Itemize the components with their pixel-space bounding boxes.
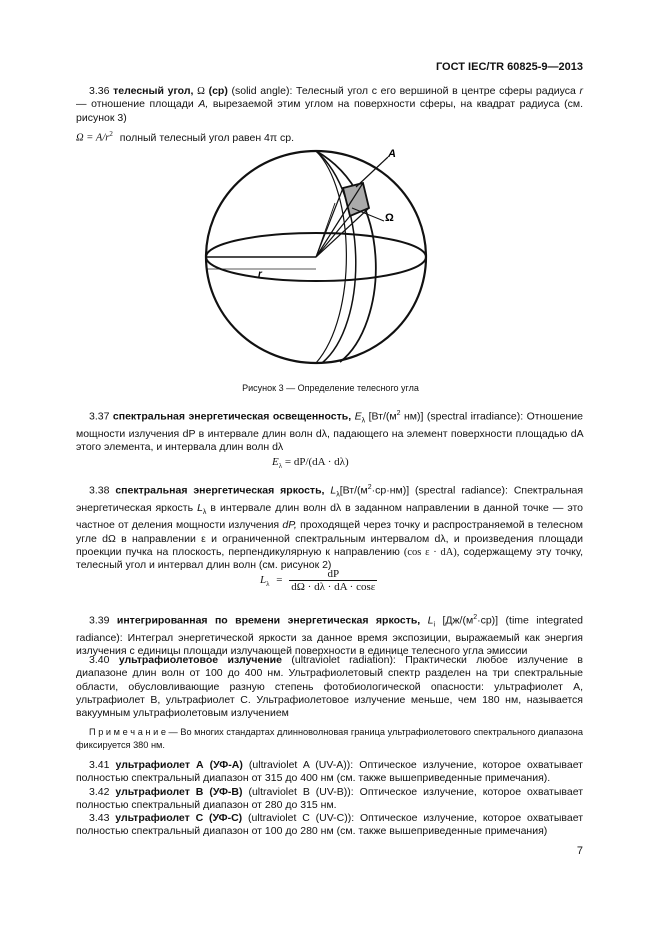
section-3-42: 3.42 ультрафиолет В (УФ-В) (ultraviolet B (UV-B)): Оптическое излучение, которое охватывает полностью спектральный диапазон от 280 до 315 нм. <box>76 786 584 812</box>
formula-denominator: dΩ · dλ · dA · cosε <box>291 581 376 593</box>
figure-label-A: A <box>388 148 396 160</box>
formula-spectral-radiance: $L_\lambda$ = $\frac{dP}{d\Omega \cdot d\lambda \cdot dA \cdot \cos\varepsilon}$ <box>260 568 376 593</box>
note-uv-boundary: П р и м е ч а н и е — Во многих стандартах длинноволновая граница ультрафиолетового спектрального диапазона фиксируется 380 нм. <box>76 727 583 750</box>
formula-numerator: dP <box>289 568 377 581</box>
section-3-38: 3.38 спектральная энергетическая яркость, $L_\lambda[Вт/(м^2\cdot ср\cdot нм)]$ (spectral radiance): Спектральная энергетическая яркость $L_\lambda$ в интервале длин волн dλ в заданном направлении в данной точке — это частное от деления мощности излучения dP, проходящей через точку и распространяемой в телесном угле dΩ в направлении ε и ограниченной спектральным интервалом dλ, и произведения площади проекции пучка на плоскость, перпендикулярную к направлению (cos ε · dA), содержащему эту точку, телесный угол и интервал длин волн (см. рисунок 2) <box>76 484 584 572</box>
section-3-36: 3.36 телесный угол, Ω (ср) (solid angle): Телесный угол с его вершиной в центре сферы радиуса r — отношение площади A, вырезаемой этим углом на поверхности сферы, на квадрат радиуса (см. рисунок 3) <box>76 85 583 124</box>
figure-caption: Рисунок 3 — Определение телесного угла <box>242 383 419 393</box>
section-3-39: 3.39 интегрированная по времени энергетическая яркость, $L_i$ $[Дж/(м^2\cdot ср)]$ (time integrated radiance): Интеграл энергетической яркости за данное время экспозиции, выражаемый как энергия излучения с единицы площади излучающей поверхности в единице телесного угла эмиссии <box>76 614 584 658</box>
standard-header: ГОСТ IEC/TR 60825-9—2013 <box>435 61 583 73</box>
section-3-40: 3.40 ультрафиолетовое излучение (ultraviolet radiation): Практически любое излучение в диапазоне длин волн от 100 до 400 нм. Ультрафиолетовый спектр разделен на три спектральные области, обусловливающие разную степень фотобиологической опасности: ультрафиолет А, ультрафиолет В, ультрафиолет С. Ультрафиолетовое излучение меньше, чем 180 нм, называется вакуумным ультрафиолетовым излучением <box>76 654 583 720</box>
term-solid-angle: телесный угол, <box>113 85 194 97</box>
formula-spectral-irradiance: $E_\lambda = dP/(dA \cdot d\lambda)$ <box>272 456 349 471</box>
figure-label-omega: Ω <box>385 212 394 224</box>
figure-solid-angle-sphere <box>190 145 450 375</box>
formula-solid-angle: $\Omega = A/r^2$ полный телесный угол равен 4π ср. <box>76 130 295 144</box>
section-3-37: 3.37 спектральная энергетическая освещенность, $E_\lambda$ [$Вт/(м^2$ нм)] (spectral irradiance): Отношение мощности излучения dP в интервале длин волн dλ, падающего на элемент поверхности площадью dA этого элемента, и интервала длин волн dλ <box>76 410 584 454</box>
section-3-41: 3.41 ультрафиолет А (УФ-А) (ultraviolet A (UV-A)): Оптическое излучение, которое охватывает полностью спектральный диапазон от 315 до 400 нм (см. также вышеприведенные примечания). <box>76 759 583 785</box>
figure-label-r: r <box>258 269 262 280</box>
page-number: 7 <box>576 845 583 857</box>
section-3-43: 3.43 ультрафиолет С (УФ-С) (ultraviolet C (UV-C)): Оптическое излучение, которое охватывает полностью спектральный диапазон от 100 до 280 нм (см. также вышеприведенные примечания) <box>76 812 584 838</box>
